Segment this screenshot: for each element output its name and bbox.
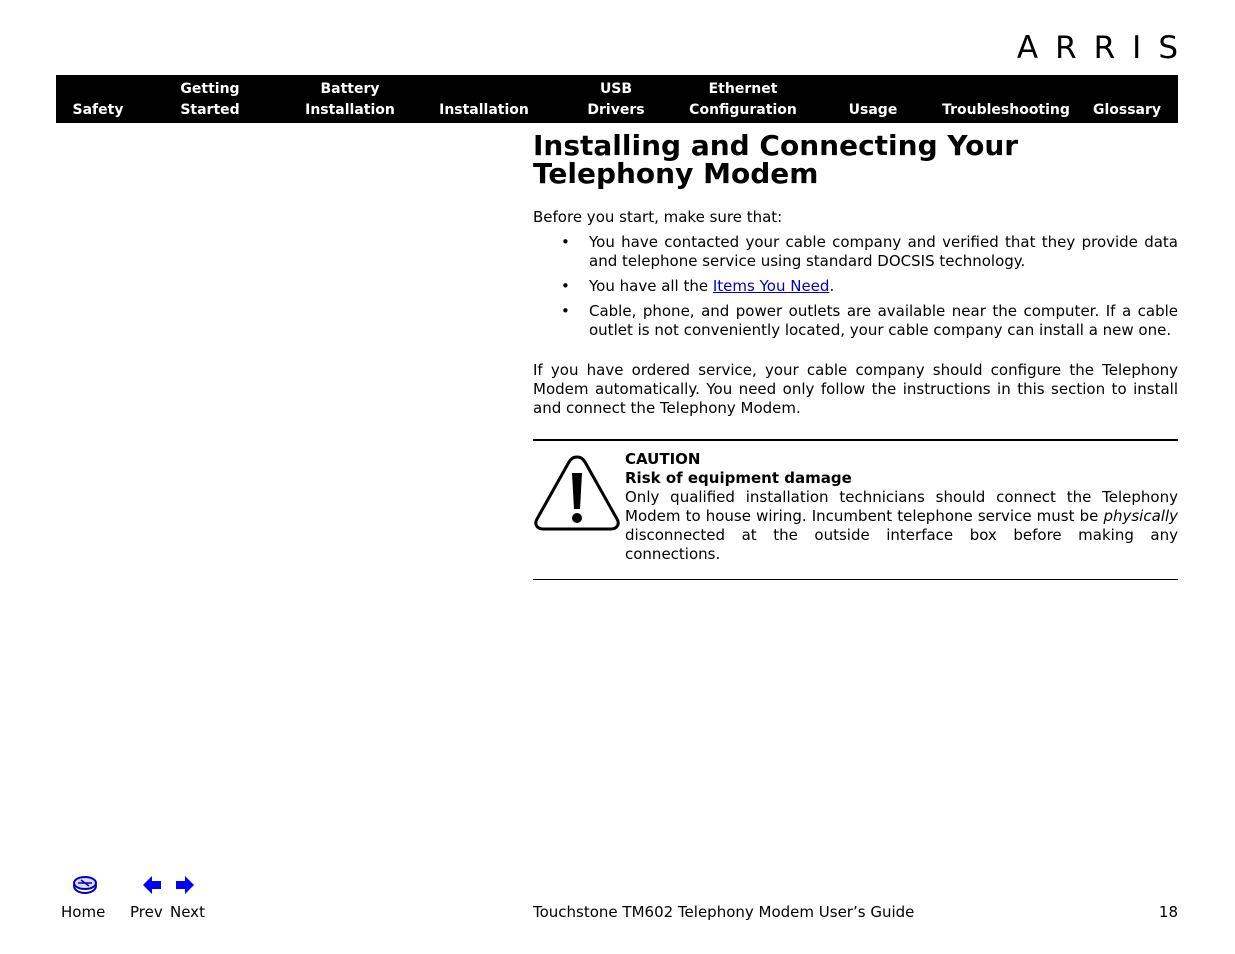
nav-troubleshooting[interactable] [935, 75, 1077, 123]
nav-battery-installation[interactable] [300, 75, 400, 123]
list-item-text: You have all the [589, 277, 713, 295]
intro-text: Before you start, make sure that: [533, 208, 783, 226]
list-item-text: You have contacted your cable company and verified that they provide data and telephone service using standard DOCSIS technology. [589, 233, 1178, 270]
caution-heading: CAUTION [625, 450, 701, 468]
arrow-left-icon[interactable] [141, 874, 163, 896]
nav-label-line2: Usage [848, 102, 898, 118]
next-link[interactable]: Next [170, 903, 205, 921]
nav-label-line2: Installation [305, 102, 395, 118]
nav-usb-drivers[interactable] [576, 75, 656, 123]
caution-body-emphasis: physically [1103, 507, 1178, 525]
caution-body [625, 488, 1178, 564]
document-title: Touchstone TM602 Telephony Modem User’s Guide [533, 903, 915, 921]
nav-glossary[interactable] [1087, 75, 1167, 123]
home-link[interactable]: Home [61, 903, 106, 921]
list-item-text: Cable, phone, and power outlets are available near the computer. If a cable outlet is not conveniently located, your cable company can install a new one. [589, 302, 1178, 339]
nav-label-line1: USB [599, 81, 633, 97]
nav-label-line2: Started [180, 102, 240, 118]
list-item [533, 277, 1178, 296]
caution-body-text: disconnected at the outside interface box before making any connections. [625, 526, 1178, 563]
arrow-right-icon[interactable] [174, 874, 196, 896]
items-you-need-link[interactable]: Items You Need [712, 277, 830, 295]
main-content [533, 129, 1178, 580]
nav-label-line1: Ethernet [708, 81, 778, 97]
caution-subheading: Risk of equipment damage [625, 469, 852, 487]
nav-label-line2: Configuration [689, 102, 797, 118]
nav-label-line2: Safety [72, 102, 124, 118]
nav-installation[interactable] [434, 75, 534, 123]
body-paragraph: If you have ordered service, your cable company should configure the Telephony Modem automatically. You need only follow the instructions in this section to install and connect the Telephony Modem. [533, 361, 1178, 417]
nav-ethernet-configuration[interactable] [683, 75, 803, 123]
nav-label-line2: Troubleshooting [942, 102, 1070, 118]
nav-label-line1: Battery [320, 81, 380, 97]
list-item [533, 302, 1178, 340]
nav-getting-started[interactable] [168, 75, 252, 123]
nav-usage[interactable] [833, 75, 913, 123]
caution-body-text: Only qualified installation technicians should connect the Telephony Modem to house wiring. Incumbent telephone service must be [625, 488, 1178, 525]
nav-label-line2: Glossary [1092, 102, 1162, 118]
page-number: 18 [1158, 903, 1178, 921]
arris-logo: ARRIS [1016, 30, 1195, 66]
nav-safety[interactable] [56, 75, 140, 123]
nav-label-line1: Getting [180, 81, 240, 97]
prev-link[interactable]: Prev [130, 903, 163, 921]
prerequisite-list [533, 233, 1178, 340]
caution-box [533, 439, 1178, 580]
home-icon[interactable] [72, 874, 98, 896]
page-title: Installing and Connecting Your Telephony Modem [533, 129, 1019, 190]
top-navigation-bar [56, 75, 1178, 123]
nav-label-line2: Installation [439, 102, 529, 118]
nav-label-line2: Drivers [587, 102, 645, 118]
list-item [533, 233, 1178, 271]
list-item-text: . [829, 277, 835, 295]
caution-text [625, 450, 1178, 564]
warning-triangle-icon [533, 453, 621, 533]
